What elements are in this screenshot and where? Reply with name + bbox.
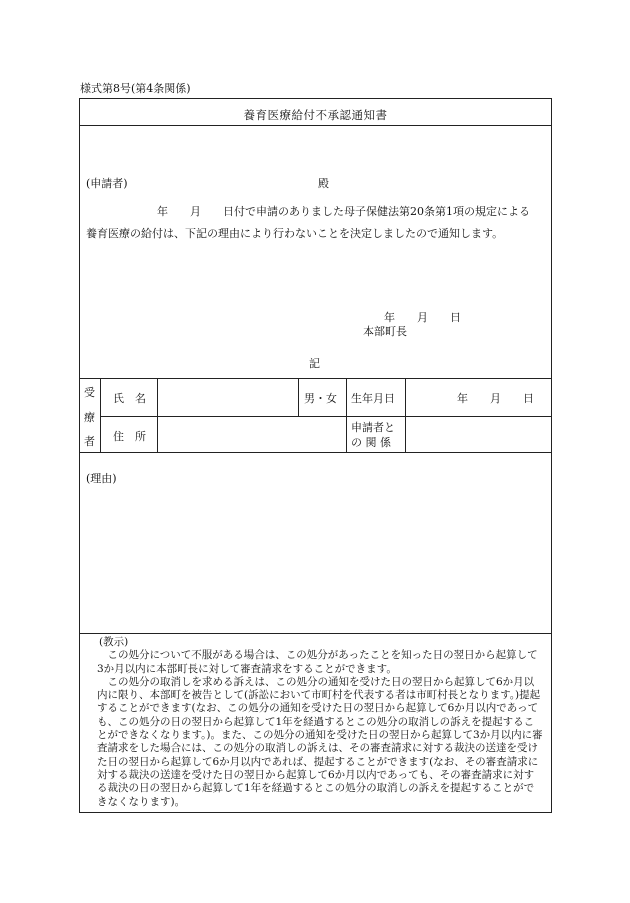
table-row-divider	[100, 416, 551, 417]
name-label: 氏 名	[113, 392, 146, 405]
address-label: 住 所	[113, 430, 146, 443]
form-number-label: 様式第8号(第4条関係)	[80, 82, 191, 95]
recipient-char-1: 受	[84, 386, 95, 399]
table-top-border	[80, 378, 551, 379]
recipient-char-3: 者	[84, 435, 95, 448]
instruction-paragraph-2: この処分の取消しを求める訴えは、この処分の通知を受けた日の翌日から起算して6か月以内に限り、本部町を被告として(訴訟において市町村を代表する者は市町村長となります。)提起することができます(なお、この処分の通知を受けた日の翌日から起算して6か月以内であっても、この処分の日の翌日から起算して1年を経過するとこの処分の取消しの訴えを提起することができなくなります。)。また、この処分の通知を受けた日の翌日から起算して3か月以内に審査請求をした場合には、この処分の取消しの訴えは、その審査請求に対する裁決の送達を受けた日の翌日から起算して6か月以内であれば、提起することができます(なお、その審査請求に対する裁決の送達を受けた日の翌日から起算して6か月以内であっても、その審査請求に対する裁決の日の翌日から起算して1年を経過するとこの処分の取消しの訴えを提起することができなくなります)。	[97, 675, 543, 808]
sex-label: 男・女	[304, 392, 337, 405]
notice-form	[79, 98, 552, 813]
document-title: 養育医療給付不承認通知書	[243, 108, 388, 122]
issue-date: 年 月 日	[384, 311, 461, 324]
table-bottom-border	[80, 452, 551, 453]
honorific: 殿	[318, 177, 329, 190]
instruction-paragraph-1: この処分について不服がある場合は、この処分があったことを知った日の翌日から起算して3か月以内に本部町長に対して審査請求をすることができます。	[97, 649, 538, 675]
title-divider	[80, 125, 551, 126]
instruction-section	[80, 633, 551, 812]
relation-label-line2: の 関 係	[351, 436, 391, 449]
relation-label-line1: 申請者と	[351, 421, 395, 434]
notice-text-line2: 養育医療の給付は、下記の理由により行わないことを決定しましたので通知します。	[86, 227, 504, 240]
reason-label: (理由)	[86, 472, 117, 485]
issuer-name: 本部町長	[363, 325, 407, 338]
applicant-label: (申請者)	[86, 177, 128, 190]
ki-heading: 記	[309, 357, 320, 370]
birthdate-value: 年 月 日	[457, 392, 534, 405]
recipient-char-2: 療	[84, 411, 95, 424]
instruction-header: (教示)	[99, 636, 129, 648]
birthdate-label: 生年月日	[351, 392, 395, 405]
notice-text-line1: 年 月 日付で申請のありました母子保健法第20条第1項の規定による	[157, 205, 530, 218]
